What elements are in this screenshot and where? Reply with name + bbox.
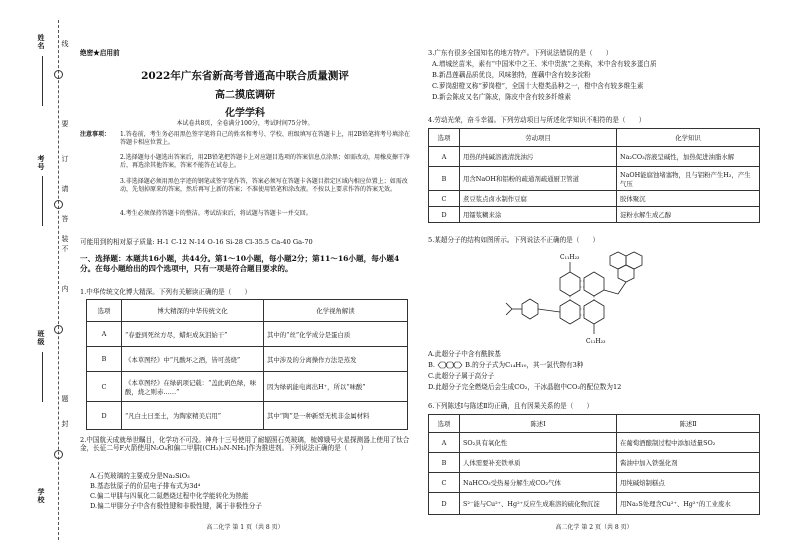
id-label: 考号 [37,155,46,171]
q4-cell: C [429,191,460,207]
q6-cell: SO₂具有氧化性 [460,433,617,453]
q4-cell: 煮豆浆点卤水制作豆腐 [460,191,617,207]
q4-cell: 用镭浆糊来涂 [460,207,617,223]
binding-hole [54,70,63,79]
q1-cell: 《本草图经》在绿矾项记载：“盖此矾色绿，味酸，烧之则赤……” [122,372,264,402]
q1-stem: 1.中华传统文化博大精深。下列有关解读正确的是（ ） [80,288,252,296]
class-underline [42,352,44,402]
side-char: 内 [61,285,69,293]
q6-cell: 人体需要补充铁单质 [460,453,617,473]
q5-option: C.此超分子属于高分子 [428,372,495,380]
name-underline [42,56,44,106]
q4-stem: 4.劳动光荣，奋斗幸福。下列劳动项目与所述化学知识不相符的是（ ） [428,116,646,124]
q1-header: 化学视角解读 [264,300,408,322]
side-char: 答 [61,215,69,223]
bond [506,303,512,309]
q4-table [428,128,760,223]
q3-option: C.萝岗甜橙又称“萝岗橙”，全国十大橙类品种之一，橙中含有较多维生素 [432,82,644,90]
binding-hole [54,200,63,209]
q1-cell: D [87,402,122,430]
q5-stem: 5.某超分子的结构如图所示。下列说法不正确的是（ ） [428,236,600,244]
q4-header: 选项 [429,129,460,147]
ring [584,300,604,324]
q1-cell: 因为绿矾能电离出H⁺，所以“味酸” [264,372,408,402]
q5-option: B. B.的分子式为C₁₄H₁₀，其一氯代物有3种 [428,361,584,369]
q2-option: D.偏二甲肼分子中含有极性键和非极性键，属于非极性分子 [90,502,262,510]
q2-stem: 2.中国航天成就举世瞩目，化学功不可没。神舟十三号使用了耐辐照石英玻璃，梳嫦娥号火星探测器上使用了钛合金，长征二号F火箭使用N₂O₄和偏二甲肼[(CH₃)₂N-NH₂]作为推进剂。下列说法正确的是（ ） [80,436,410,453]
anthracene-icon [437,361,463,369]
q5-option: D.此超分子完全燃烧后会生成CO₂，干冰晶胞中CO₂的配位数为12 [428,383,622,391]
bond [538,309,560,312]
supramolecule-structure [500,248,670,348]
side-char: 装 [61,235,69,243]
section-heading: 一、选择题：本题共16小题，共44分。第1～10小题，每小题2分；第11～16小题，每小题4分。在每小题给出的四个选项中，只有一项是符合题目要求的。 [80,254,400,273]
q2-option: B.基态钛原子的价层电子排布式为3d⁴ [90,482,201,490]
note-item: 2.选择题每小题选出答案后，用2B铅笔把答题卡上对应题目选项的答案信息点涂黑；如需改动，用橡皮擦干净后，再选涂其他答案，答案不能答在试卷上。 [120,154,410,169]
q6-cell: 在葡萄酒酿制过程中添加适量SO₂ [617,433,760,453]
q4-cell: 淀粉水解生成乙醇 [617,207,760,223]
q1-cell: 其中“陶”是一种新型无机非金属材料 [264,402,408,430]
cut-line [58,20,59,540]
q1-cell: “凡白土曰垩土，为陶家精美启用” [122,402,264,430]
q1-cell: C [87,372,122,402]
q4-cell: D [429,207,460,223]
q1-cell: 其中涉及的分离操作方法是蒸发 [264,347,408,372]
exam-subject: 化学学科 [225,108,265,119]
note-item: 1.答卷前，考生务必用黑色签字笔将自己的姓名和考号、学校、班级填写在答题卡上，用2B铅笔将考号填涂在答题卡相应位置上。 [120,131,410,146]
q1-header: 选项 [87,300,122,322]
bond [618,282,626,294]
q4-cell: NaOH能腐蚀堵塞物，且与铝粉产生H₂，产生气压 [617,167,760,191]
q4-header: 劳动项目 [460,129,617,147]
side-char: 订 [61,155,69,163]
ring [560,300,580,324]
atomic-masses: 可能用到的相对原子质量: H-1 C-12 N-14 O-16 Si-28 Cl-35.5 Ca-40 Ga-70 [80,238,313,246]
q1-cell: B [87,347,122,372]
q6-cell: 用纯碱焙制糕点 [617,473,760,493]
q1-cell: A [87,322,122,347]
q3-option: D.新会陈皮又名广陈皮，陈皮中含有较多纤维素 [432,93,572,101]
q6-table [428,414,760,515]
q1-cell: 其中的“丝”化学成分是蛋白质 [264,322,408,347]
note-item: 4.考生必须保持答题卡的整洁。考试结束后，将试题与答题卡一并交回。 [120,210,312,217]
q3-option: A.增城丝苗米，素有“中国米中之王、米中贵族”之美称，米中含有较多蛋白质 [432,60,657,68]
bond [604,290,618,294]
exam-subtitle: 高二摸底调研 [215,90,275,101]
footer-right: 高二化学 第 2 页（共 8 页） [555,524,633,531]
side-char: 线 [61,40,69,48]
alkyl-label: C₁₁H₂₃ [586,338,606,345]
q2-option: C.偏二甲肼与四氧化二氮燃烧过程中化学能转化为热能 [90,492,249,500]
ring [584,272,604,296]
q4-cell: 胶体聚沉 [617,191,760,207]
phenyl-ring [522,299,538,319]
q3-stem: 3.广东有很多全国知名的地方特产。下列说法错误的是（ ） [428,49,613,57]
name-label: 姓名 [37,34,46,50]
q1-cell: 《本草图经》中“凡酸坏之酒，皆可蒸烧” [122,347,264,372]
side-char: 要 [61,120,69,128]
q5-option-b-text: B.的分子式为C₁₄H₁₀，其一氯代物有3种 [465,361,584,369]
q6-stem: 6.下列陈述Ⅰ与陈述Ⅱ均正确，且有因果关系的是（ ） [428,402,594,410]
q6-cell: 酱油中加入铁强化剂 [617,453,760,473]
q6-cell: 用Na₂S处理含Cu²⁺、Hg²⁺的工业废水 [617,493,760,515]
q6-cell: C [429,473,460,493]
side-char: 题 [61,395,69,403]
q4-cell: 用含NaOH和铝粉的疏通剂疏通厨卫管道 [460,167,617,191]
q6-cell: D [429,493,460,515]
q6-cell: A [429,433,460,453]
side-char: 封 [61,420,69,428]
class-label: 班级 [37,330,46,346]
id-underline [42,176,44,226]
q4-header: 化学知识 [617,129,760,147]
binding-strip [0,0,72,550]
q6-cell: B [429,453,460,473]
q6-cell: NaHCO₃受热易分解生成CO₂气体 [460,473,617,493]
q4-cell: 用热的纯碱溶液清洗油污 [460,147,617,167]
ring [560,272,580,296]
q4-cell: B [429,167,460,191]
exam-intro: 本试卷共8页，全卷满分100分，考试时间75分钟。 [176,120,314,127]
q3-option: B.新昌莲藕品质优良，风味独特，莲藕中含有较多淀粉 [432,71,591,79]
school-label: 学校 [37,488,46,504]
q1-table [86,299,408,430]
side-char: 不 [61,245,69,253]
q4-cell: A [429,147,460,167]
q4-cell: Na₂CO₃溶液呈碱性，加热促进油脂水解 [617,147,760,167]
q1-cell: “春蚕到死丝方尽，蜡炬成灰泪始干” [122,322,264,347]
q6-header: 陈述Ⅱ [617,415,760,433]
q6-header: 陈述Ⅰ [460,415,617,433]
bond [506,309,512,315]
q5-option: A.此超分子中含有酰胺基 [428,350,501,358]
alkyl-label: C₁₁H₂₃ [560,254,580,261]
side-char: 请 [61,185,69,193]
binding-hole [54,325,63,334]
q2-option: A.石英玻璃的主要成分是Na₂SiO₃ [90,472,190,480]
q6-header: 选项 [429,415,460,433]
note-item: 3.非选择题必须用黑色字迹的钢笔或签字笔作答，答案必须写在答题卡各题目指定区域内相应位置上；如需改动，先划掉原来的答案，然后再写上新的答案；不准使用铅笔和涂改液。不按以上要求作答的答案无效。 [120,178,408,193]
q6-cell: S²⁻能与Cu²⁺、Hg²⁺反应生成难溶的硫化物沉淀 [460,493,617,515]
footer-left: 高二化学 第 1 页（共 8 页） [206,524,284,531]
notes-label: 注意事项： [80,131,111,138]
q1-header: 博大精深的中华传统文化 [122,300,264,322]
secret-mark: 绝密★启用前 [80,49,120,57]
exam-title: 2022年广东省新高考普通高中联合质量测评 [141,70,349,82]
binding-hole [54,450,63,459]
fused-ring [618,265,634,282]
